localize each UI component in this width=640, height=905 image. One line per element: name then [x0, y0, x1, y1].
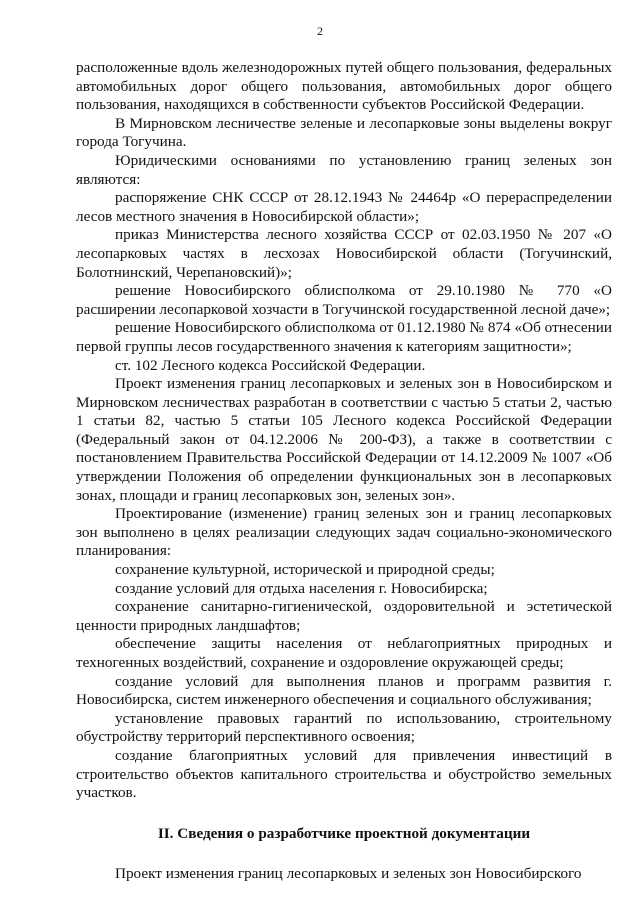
- paragraph: сохранение культурной, исторической и природной среды;: [115, 561, 495, 579]
- paragraph: решение Новосибирского облисполкома от 29.10.1980 № 770 «О расширении лесопарковой хозчасти в Тогучинской государственной лесной даче»;: [76, 282, 612, 318]
- document-body: [76, 59, 612, 884]
- paragraph: ст. 102 Лесного кодекса Российской Федерации.: [115, 356, 426, 374]
- paragraph: решение Новосибирского облисполкома от 01.12.1980 № 874 «Об отнесении первой группы лесов государственного значения к категориям защитности»;: [76, 319, 612, 355]
- paragraph: В Мирновском лесничестве зеленые и лесопарковые зоны выделены вокруг города Тогучина.: [76, 114, 612, 151]
- paragraph: распоряжение СНК СССР от 28.12.1943 № 24464р «О перераспределении лесов местного значения в Новосибирской области»;: [76, 189, 612, 225]
- paragraph: создание благоприятных условий для привлечения инвестиций в строительство объектов капитального строительства и обустройство земельных участков.: [76, 746, 612, 802]
- section-heading: II. Сведения о разработчике проектной документации: [157, 824, 531, 842]
- paragraph: обеспечение защиты населения от неблагоприятных природных и техногенных воздействий, сохранение и оздоровление окружающей среды;: [76, 635, 612, 671]
- paragraph: сохранение санитарно-гигиенической, оздоровительной и эстетической ценности природных ландшафтов;: [76, 598, 612, 634]
- paragraph: Проектирование (изменение) границ зеленых зон и границ лесопарковых зон выполнено в целях реализации следующих задач социально-экономического планирования:: [76, 505, 612, 560]
- paragraph: приказ Министерства лесного хозяйства СССР от 02.03.1950 № 207 «О лесопарковых частях в лесхозах Новосибирской области (Тогучинский, Болотнинский, Черепановский)»;: [76, 226, 612, 281]
- page-number: 2: [317, 24, 323, 38]
- paragraph: Юридическими основаниями по установлению границ зеленых зон являются:: [76, 151, 612, 188]
- paragraph: установление правовых гарантий по использованию, строительному обустройству территорий перспективного освоения;: [76, 709, 612, 746]
- paragraph: Проект изменения границ лесопарковых и зеленых зон Новосибирского: [115, 865, 582, 883]
- paragraph: Проект изменения границ лесопарковых и зеленых зон в Новосибирском и Мирновском лесничествах разработан в соответствии с частью 5 статьи 2, частью 1 статьи 82, частью 5 статьи 105 Лесного кодекса Российской Федерации (Федеральный закон от 04.12.2006 № 200-ФЗ), а также в соответствии с постановлением Правительства Российской Федерации от 14.12.2009 № 1007 «Об утверждении Положения об определении функциональных зон в лесопарковых зонах, площади и границ лесопарковых зон, зеленых зон».: [76, 375, 612, 504]
- paragraph: расположенные вдоль железнодорожных путей общего пользования, федеральных автомобильных дорог общего пользования, автомобильных дорог общего пользования, находящихся в собственности субъектов Российской Федерации.: [76, 59, 612, 114]
- paragraph: создание условий для выполнения планов и программ развития г. Новосибирска, систем инженерного обеспечения и социального обслуживания;: [76, 672, 612, 709]
- paragraph: создание условий для отдыха населения г. Новосибирска;: [115, 579, 488, 597]
